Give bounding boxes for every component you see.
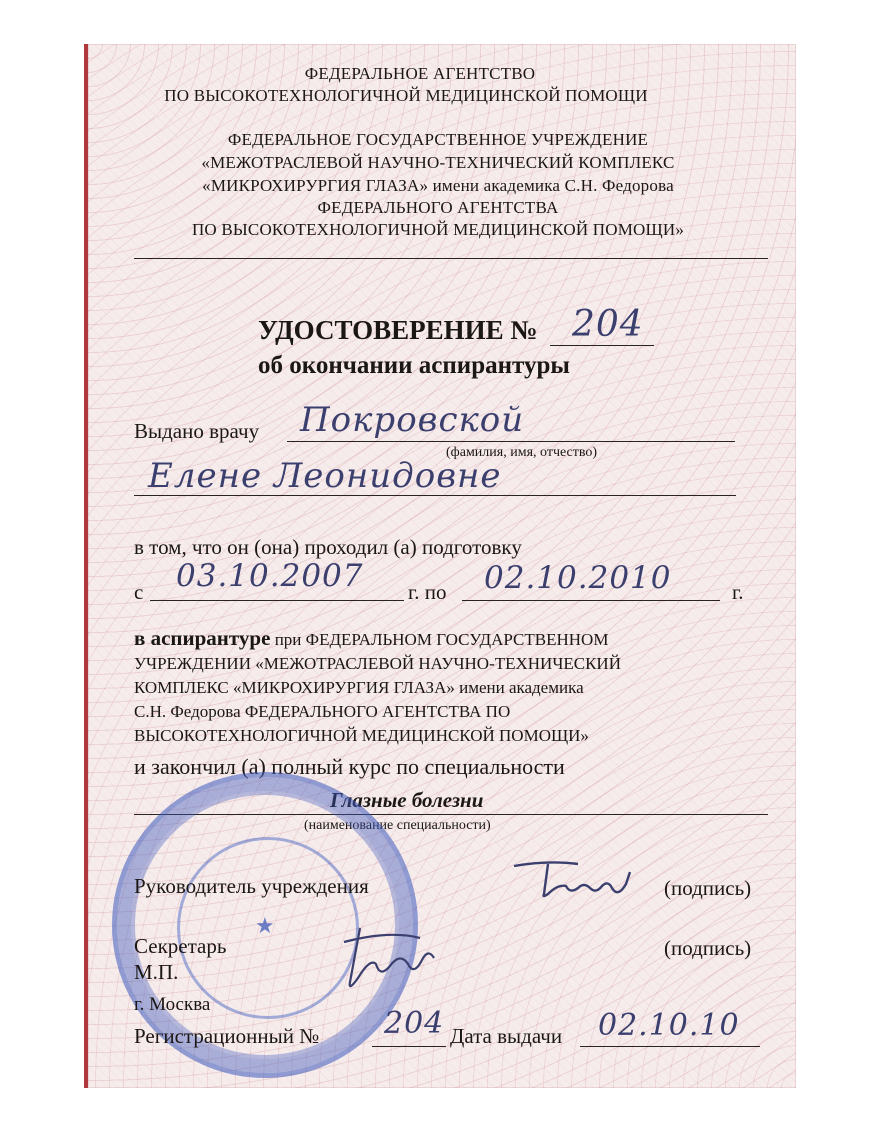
secretary-label: Секретарь [134,934,227,958]
issue-date-label: Дата выдачи [450,1024,563,1048]
header-divider [134,258,768,259]
institution-line-4: ФЕДЕРАЛЬНОГО АГЕНТСТВА [317,198,559,217]
city-label: г. Москва [134,994,211,1015]
specialty-name: Глазные болезни [330,788,484,812]
secretary-sign-caption: (подпись) [664,936,752,960]
program-line-3: КОМПЛЕКС «МИКРОХИРУРГИЯ ГЛАЗА» имени академика [134,678,584,697]
issue-date-line [580,1046,760,1047]
program-line-1-text: при ФЕДЕРАЛЬНОМ ГОСУДАРСТВЕННОМ [270,630,609,649]
to-date: 02.10.2010 [484,560,672,596]
certificate-title: УДОСТОВЕРЕНИЕ № [258,315,538,345]
program-line-2: УЧРЕЖДЕНИИ «МЕЖОТРАСЛЕВОЙ НАУЧНО-ТЕХНИЧЕСКИЙ [134,654,621,673]
to-label: г. по [408,580,447,604]
issued-label: Выдано врачу [134,419,260,443]
registration-line [372,1046,446,1047]
from-date-line [150,600,404,601]
secretary-signature [330,918,450,998]
name-line [134,495,736,496]
program-line-1 [134,626,608,651]
name-caption: (фамилия, имя, отчество) [446,445,598,460]
agency-line-2: ПО ВЫСОКОТЕХНОЛОГИЧНОЙ МЕДИЦИНСКОЙ ПОМОЩИ [164,86,648,105]
institution-line-1: ФЕДЕРАЛЬНОЕ ГОСУДАРСТВЕННОЕ УЧРЕЖДЕНИЕ [227,130,649,149]
program-bold: в аспирантуре [134,626,271,650]
program-line-5: ВЫСОКОТЕХНОЛОГИЧНОЙ МЕДИЦИНСКОЙ ПОМОЩИ» [134,726,589,745]
specialty-caption: (наименование специальности) [304,818,491,833]
from-date: 03.10.2007 [176,558,364,594]
completed-text: и закончил (а) полный курс по специальности [134,754,565,779]
seal-star-icon: ★ [255,913,275,938]
surname-line [287,441,735,442]
training-text: в том, что он (она) проходил (а) подготовку [134,535,522,559]
head-signature [508,854,658,904]
to-date-line [462,600,720,601]
institution-line-5: ПО ВЫСОКОТЕХНОЛОГИЧНОЙ МЕДИЦИНСКОЙ ПОМОЩИ» [191,220,685,239]
year-label: г. [732,580,744,604]
agency-line-1: ФЕДЕРАЛЬНОЕ АГЕНТСТВО [304,64,536,83]
program-line-4: С.Н. Федорова ФЕДЕРАЛЬНОГО АГЕНТСТВА ПО [134,702,511,721]
institution-line-2: «МЕЖОТРАСЛЕВОЙ НАУЧНО-ТЕХНИЧЕСКИЙ КОМПЛЕКС [201,153,675,172]
recipient-surname: Покровской [300,400,525,440]
number-line [550,345,654,346]
head-sign-caption: (подпись) [664,876,752,900]
seal-place-label: М.П. [134,960,179,984]
institution-line-3: «МИКРОХИРУРГИЯ ГЛАЗА» имени академика С.Н. Федорова [202,176,674,195]
certificate-subtitle: об окончании аспирантуры [258,352,570,379]
certificate-number: 204 [572,304,644,345]
issue-date: 02.10.10 [598,1008,740,1043]
from-label: с [134,580,144,604]
recipient-name: Елене Леонидовне [148,456,502,496]
registration-number: 204 [384,1006,445,1041]
registration-label: Регистрационный № [134,1024,320,1048]
head-label: Руководитель учреждения [134,874,369,898]
